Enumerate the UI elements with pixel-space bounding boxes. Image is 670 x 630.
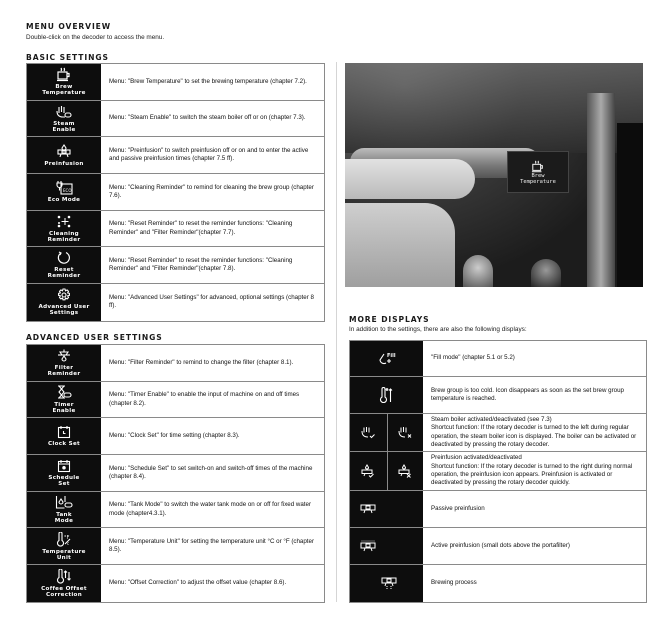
- row-description: Menu: "Tank Mode" to switch the water tank mode on or off for fixed water mode (chapter4.3.1).: [109, 501, 312, 517]
- table-row: [350, 491, 646, 528]
- machine-display: Brew Temperature: [507, 151, 569, 193]
- row-description: Brew group is too cold. Icon disappears as soon as the set brew group temperature is reached.: [431, 386, 624, 402]
- row-description: Steam boiler activated/deactivated (see 7.3) Shortcut function: If the rotary decoder is turned to the left during regular operation, the steam boiler icon is displayed. The boiler can be activated or deactivated by pressing the rotary decoder.: [431, 415, 637, 448]
- coffee-cup-icon: [56, 67, 72, 82]
- table-row: Filter Reminder Menu: "Filter Reminder" to remind to change the filter (chapter 8.1).: [27, 345, 324, 382]
- tank-toggle-icon: [55, 495, 73, 510]
- more-displays-title: MORE DISPLAYS: [349, 315, 430, 324]
- coffee-cup-icon: [531, 160, 545, 173]
- steam-off-icon: [397, 426, 413, 440]
- menu-overview-title: MENU OVERVIEW: [26, 22, 112, 31]
- brewing-process-icon: [381, 577, 397, 591]
- table-row: Coffee Offset Correction Menu: "Offset Correction" to adjust the offset value (chapter 8.6).: [27, 565, 324, 602]
- row-description: Passive preinfusion: [431, 504, 485, 512]
- thermometer-arrows-icon: [56, 569, 72, 584]
- row-description: Menu: "Reset Reminder" to reset the reminder functions: "Cleaning Reminder" and "Filter Reminder"(chapter 7.8).: [109, 256, 293, 273]
- preinfusion-off-icon: [397, 464, 413, 479]
- thermometer-up-icon: [379, 387, 395, 403]
- table-row: Preinfusion Menu: "Preinfusion" to switch preinfusion off or on and to enter the active and passive preinfusion times (chapter 7.5 ff).: [27, 137, 324, 174]
- table-row: [350, 528, 646, 565]
- table-row: [350, 565, 646, 602]
- passive-preinfusion-icon: [360, 504, 376, 515]
- row-description: Menu: "Steam Enable" to switch the steam boiler off or on (chapter 7.3).: [109, 114, 306, 122]
- row-description: Menu: "Cleaning Reminder" to remind for cleaning the brew group (chapter 7.6).: [109, 183, 314, 199]
- advanced-settings-table: [26, 344, 325, 603]
- steam-hand-icon: [55, 105, 73, 119]
- eco-plug-icon: [55, 180, 73, 195]
- row-description: Menu: "Offset Correction" to adjust the offset value (chapter 8.6).: [109, 579, 287, 587]
- schedule-calendar-icon: [57, 459, 71, 473]
- advanced-settings-title: ADVANCED USER SETTINGS: [26, 333, 163, 342]
- row-description: Menu: "Filter Reminder" to remind to change the filter (chapter 8.1).: [109, 358, 294, 366]
- gear-icon: [57, 288, 71, 302]
- row-description: Menu: "Preinfusion" to switch preinfusion off or on and to enter the active and passive preinfusion times (chapter 7.5 ff).: [109, 146, 309, 163]
- hourglass-toggle-icon: [55, 385, 73, 400]
- table-row: °F c Temperature Unit Menu: "Temperature Unit" for setting the temperature unit °C or °F (chapter 8.5).: [27, 528, 324, 565]
- preinfusion-icon: [56, 144, 72, 159]
- row-description: "Fill mode" (chapter 5.1 or 5.2): [431, 354, 515, 362]
- table-row: [350, 377, 646, 414]
- row-description: Active preinfusion (small dots above the portafilter): [431, 541, 570, 549]
- row-description: Menu: "Reset Reminder" to reset the reminder functions: "Cleaning Reminder" and "Filter Reminder"(chapter 7.7).: [109, 220, 293, 236]
- more-displays-subtitle: In addition to the settings, there are also the following displays:: [349, 326, 527, 333]
- filter-drop-icon: [56, 349, 72, 363]
- thermometer-unit-icon: [56, 532, 72, 547]
- row-description: Preinfusion activated/deactivated Shortcut function: If the rotary decoder is turned to the right during normal operation, the preinfusion icon appears. Preinfusion is activated or deactivated by pressing the rotary decoder quickly.: [431, 454, 633, 487]
- table-row: Reset Reminder Menu: "Reset Reminder" to reset the reminder functions: "Cleaning Reminder" and "Filter Reminder"(chapter 7.8).: [27, 247, 324, 284]
- basic-settings-title: BASIC SETTINGS: [26, 53, 109, 62]
- basic-settings-table: [26, 63, 325, 322]
- menu-overview-subtitle: Double-click on the decoder to access the menu.: [26, 34, 165, 41]
- active-preinfusion-icon: [360, 540, 376, 553]
- row-description: Menu: "Timer Enable" to enable the input of machine on and off times (chapter 8.2).: [109, 391, 300, 407]
- table-row: [350, 414, 646, 452]
- table-row: Schedule Set Menu: "Schedule Set" to set switch-on and switch-off times of the machine (chapter 8.4).: [27, 455, 324, 492]
- steam-on-icon: [360, 426, 376, 440]
- table-row: Clock Set Menu: "Clock Set" for time setting (chapter 8.3).: [27, 418, 324, 455]
- reset-circle-icon: [57, 251, 71, 265]
- row-description: Menu: "Clock Set" for time setting (chapter 8.3).: [109, 432, 240, 440]
- row-description: Menu: "Schedule Set" to set switch-on and switch-off times of the machine (chapter 8.4).: [109, 464, 313, 480]
- column-divider: [336, 62, 337, 602]
- table-row: [350, 452, 646, 491]
- row-description: Menu: "Advanced User Settings" for advanced, optional settings (chapter 8 ff).: [109, 294, 314, 310]
- clock-calendar-icon: [57, 425, 71, 439]
- svg-text:Fill: Fill: [386, 352, 396, 359]
- table-row: Steam Enable Menu: "Steam Enable" to switch the steam boiler off or on (chapter 7.3).: [27, 101, 324, 138]
- table-row: Timer Enable Menu: "Timer Enable" to enable the input of machine on and off times (chapter 8.2).: [27, 382, 324, 419]
- table-row: Advanced User Settings Menu: "Advanced User Settings" for advanced, optional settings (chapter 8 ff).: [27, 284, 324, 321]
- sparkle-icon: [56, 215, 72, 229]
- table-row: Cleaning Reminder Menu: "Reset Reminder" to reset the reminder functions: "Cleaning Reminder" and "Filter Reminder"(chapter 7.7).: [27, 211, 324, 248]
- svg-text:ECO: ECO: [63, 188, 72, 194]
- machine-photo: [345, 63, 643, 287]
- svg-text:c: c: [67, 540, 70, 546]
- preinfusion-on-icon: [360, 464, 376, 479]
- svg-text:°F: °F: [64, 534, 70, 541]
- row-description: Menu: "Temperature Unit" for setting the temperature unit °C or °F (chapter 8.5).: [109, 537, 315, 554]
- fill-mode-icon: [377, 351, 397, 367]
- row-description: Menu: "Brew Temperature" to set the brewing temperature (chapter 7.2).: [109, 77, 307, 85]
- table-row: ECO Eco Mode Menu: "Cleaning Reminder" to remind for cleaning the brew group (chapter 7.6).: [27, 174, 324, 211]
- row-description: Brewing process: [431, 579, 477, 587]
- table-row: [350, 341, 646, 377]
- table-row: Brew Temperature Menu: "Brew Temperature" to set the brewing temperature (chapter 7.2).: [27, 64, 324, 101]
- more-displays-table: [349, 340, 647, 603]
- table-row: Tank Mode Menu: "Tank Mode" to switch the water tank mode on or off for fixed water mode (chapter4.3.1).: [27, 492, 324, 529]
